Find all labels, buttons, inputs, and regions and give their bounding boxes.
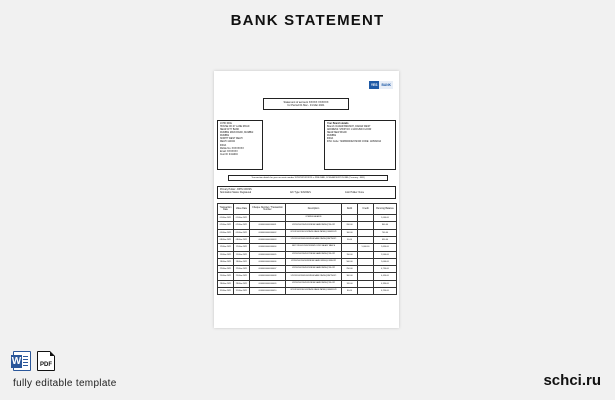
customer-address-line: MUMBAI	[220, 135, 230, 138]
table-cell: 0000000000000010	[250, 288, 286, 295]
table-cell	[358, 222, 374, 229]
table-cell: 12-Mar-2021	[218, 244, 234, 251]
table-cell: 250.00	[342, 266, 358, 273]
site-watermark: schci.ru	[543, 372, 601, 389]
table-header-cell: Description	[286, 204, 342, 215]
table-cell: 0000000000000008	[250, 273, 286, 280]
customer-address-line: DELHI 110034	[220, 141, 235, 144]
table-row	[218, 273, 397, 280]
branch-detail-line: Branch: DADAR BRANCH, DADAR WEST	[327, 125, 371, 128]
table-row	[218, 237, 397, 244]
table-cell: 0000000000000006	[250, 258, 286, 265]
table-cell: UPI/DR/106119841025/PAYEE NAME/ PAYEE@OKAXIS/UPI	[286, 229, 342, 236]
table-cell	[358, 288, 374, 295]
primary-holder: Primary Holder: JOHN CROSS	[220, 188, 252, 191]
customer-address-line: NORTH WEST DELHI	[220, 138, 243, 141]
table-cell: 4,250.00	[374, 288, 397, 295]
table-cell: 4,330.00	[374, 280, 397, 287]
table-cell: 0000000000000005	[250, 251, 286, 258]
table-cell: UPI/DR/106119841026/PAYEE NAME/ PAYEE@PAYTM/UPI	[286, 237, 342, 244]
table-cell: 15-Mar-2021	[218, 251, 234, 258]
branch-detail-line: IFSC Code: YESB0000023 MICR CODE: 110532014	[327, 141, 382, 144]
table-cell: UPI/DR/106119841029/PAYEE NAME/ PAYEE@YBL/UPI	[286, 266, 342, 273]
template-caption: fully editable template	[13, 378, 117, 389]
branch-detail-line: ADDRESS: SHOP NO 1 GROUND FLOOR	[327, 128, 372, 131]
customer-address-line: Mobile No. XXXXXXXX	[220, 147, 244, 150]
bank-logo	[369, 81, 393, 89]
table-cell: 02-Mar-2021	[234, 222, 250, 229]
table-cell: 18-Mar-2021	[234, 258, 250, 265]
statement-document-preview	[214, 71, 399, 328]
table-cell: 31-Mar-2021	[234, 288, 250, 295]
branch-detail-line: INDIA	[327, 138, 334, 141]
table-cell: 0000000000000001	[250, 222, 286, 229]
table-header-cell: Transaction Date	[218, 204, 234, 215]
transaction-info-line: Transaction details for your account number XXXXXXXXXXXX is PRE-PAID, FOR AMOUNT IN INR (Currency : INR)	[228, 175, 388, 181]
table-header-cell: Credit	[358, 204, 374, 215]
nomination-status: Nomination Status: Registered	[220, 191, 252, 194]
table-cell: 0000000000000004	[250, 244, 286, 251]
statement-period-line: for Period 01 Mar - 31 Mar 2021	[287, 103, 325, 107]
table-cell: 25-Mar-2021	[218, 273, 234, 280]
table-header-cell: Running Balance	[374, 204, 397, 215]
table-cell: UPI/DR/106119841031/PAYEE NAME/ PAYEE@YBL/UPI	[286, 280, 342, 287]
table-cell: 31-Mar-2021	[218, 288, 234, 295]
table-cell: UPI/DR/106119841030/PAYEE NAME/ PAYEE@PAYTM/UPI	[286, 273, 342, 280]
table-cell	[342, 244, 358, 251]
table-cell: UPI/DR/106119841028/PAYEE NAME/ PAYEE@OKSBI/UPI	[286, 258, 342, 265]
table-header-cell: Cheque Number / Transaction Number	[250, 204, 286, 215]
table-row	[218, 215, 397, 222]
account-type: A/C Type: SAVINGS	[290, 191, 311, 194]
table-cell: 800.00	[374, 222, 397, 229]
table-cell: 25-Mar-2021	[234, 273, 250, 280]
table-row	[218, 244, 397, 251]
table-cell: 12-Mar-2021	[234, 244, 250, 251]
table-cell: 08-Mar-2021	[218, 237, 234, 244]
table-cell	[358, 229, 374, 236]
table-cell: 0000000000000002	[250, 229, 286, 236]
table-cell: 28-Mar-2021	[234, 280, 250, 287]
table-cell: 500.00	[342, 258, 358, 265]
table-cell: 0000000000000009	[250, 280, 286, 287]
pdf-icon-label: PDF	[40, 362, 52, 368]
table-cell: 120.00	[342, 280, 358, 287]
table-cell	[358, 280, 374, 287]
table-cell: 5,500.00	[374, 251, 397, 258]
table-cell: 01-Mar-2021	[218, 215, 234, 222]
bank-logo-part2: BANK	[381, 83, 391, 87]
word-icon	[13, 351, 31, 371]
table-cell: 5,000.00	[358, 244, 374, 251]
table-cell: 5,650.00	[374, 244, 397, 251]
table-cell	[358, 251, 374, 258]
statement-account-line: Statement of account XXXXX XXXXXX	[283, 100, 329, 104]
table-cell: 18-Mar-2021	[218, 258, 234, 265]
table-header-cell: Value Date	[234, 204, 250, 215]
joint-holder: Joint Holder: None	[345, 191, 365, 194]
branch-heading: Your Branch details	[327, 122, 349, 125]
table-cell: 150.00	[342, 251, 358, 258]
table-cell: OPENING BALANCE	[286, 215, 342, 222]
table-cell: 300.00	[342, 273, 358, 280]
pdf-icon	[37, 351, 55, 371]
table-cell: 80.00	[342, 288, 358, 295]
table-cell	[358, 237, 374, 244]
statement-period-box	[263, 98, 349, 110]
table-cell: 200.00	[342, 222, 358, 229]
table-cell	[358, 258, 374, 265]
customer-address-line: Email: XXXXXXX	[220, 150, 238, 153]
word-icon-letter: W	[11, 356, 22, 367]
table-cell: NEFT/CR/000123456789/EMPLOYER/ SALARY MARCH	[286, 244, 342, 251]
table-cell: 4,450.00	[374, 273, 397, 280]
table-cell: 15-Mar-2021	[234, 251, 250, 258]
table-cell: 700.00	[374, 229, 397, 236]
table-cell	[342, 215, 358, 222]
customer-address-line: Cust ID: 0411004	[220, 154, 238, 157]
table-cell: 22-Mar-2021	[234, 266, 250, 273]
table-cell: 100.00	[342, 229, 358, 236]
table-row	[218, 280, 397, 287]
table-cell: 22-Mar-2021	[218, 266, 234, 273]
branch-detail-line: MUMBAI	[327, 135, 337, 138]
table-cell: 0000000000000003	[250, 237, 286, 244]
table-row	[218, 288, 397, 295]
table-cell: 05-Mar-2021	[234, 229, 250, 236]
format-icons	[13, 351, 55, 371]
customer-address-line: NEAR CITY BANK	[220, 128, 240, 131]
bank-logo-part1: YES	[370, 83, 378, 87]
table-cell: 650.00	[374, 237, 397, 244]
customer-address-box	[217, 120, 263, 170]
table-cell	[250, 215, 286, 222]
table-row	[218, 266, 397, 273]
table-row	[218, 229, 397, 236]
table-cell: 50.00	[342, 237, 358, 244]
table-cell: 02-Mar-2021	[218, 222, 234, 229]
table-cell: UPI/DR/106119841027/PAYEE NAME/ PAYEE@YBL/UPI	[286, 251, 342, 258]
table-row	[218, 222, 397, 229]
customer-address-line: JOHN DOE	[220, 122, 232, 125]
table-cell: 05-Mar-2021	[218, 229, 234, 236]
customer-address-line: HOUSE NO 47 LANE ROAD	[220, 125, 250, 128]
table-row	[218, 251, 397, 258]
table-cell	[358, 273, 374, 280]
table-cell: 01-Mar-2021	[234, 215, 250, 222]
table-header-cell: Debit	[342, 204, 358, 215]
branch-details-box	[324, 120, 396, 170]
page-title: BANK STATEMENT	[230, 12, 385, 29]
transactions-table	[217, 203, 397, 295]
customer-address-line: MUMBAI MAIN ROAD, MUMBAI	[220, 131, 254, 134]
table-cell: 4,750.00	[374, 266, 397, 273]
table-cell: 0000000000000007	[250, 266, 286, 273]
table-cell: UPI/DR/106119841024/PAYEE NAME/ PAYEE@YBL/UPI	[286, 222, 342, 229]
table-cell	[358, 215, 374, 222]
account-holder-box	[217, 186, 396, 199]
table-cell: UPI/DR/106119841032/PAYEE NAME/ PAYEE@OKAXIS/UPI	[286, 288, 342, 295]
table-cell: 1,000.00	[374, 215, 397, 222]
table-row	[218, 258, 397, 265]
table-cell: 08-Mar-2021	[234, 237, 250, 244]
table-cell	[358, 266, 374, 273]
customer-address-line: INDIA	[220, 144, 227, 147]
table-cell: 5,000.00	[374, 258, 397, 265]
table-cell: 28-Mar-2021	[218, 280, 234, 287]
branch-detail-line: NEAR NEW ROAD	[327, 131, 347, 134]
